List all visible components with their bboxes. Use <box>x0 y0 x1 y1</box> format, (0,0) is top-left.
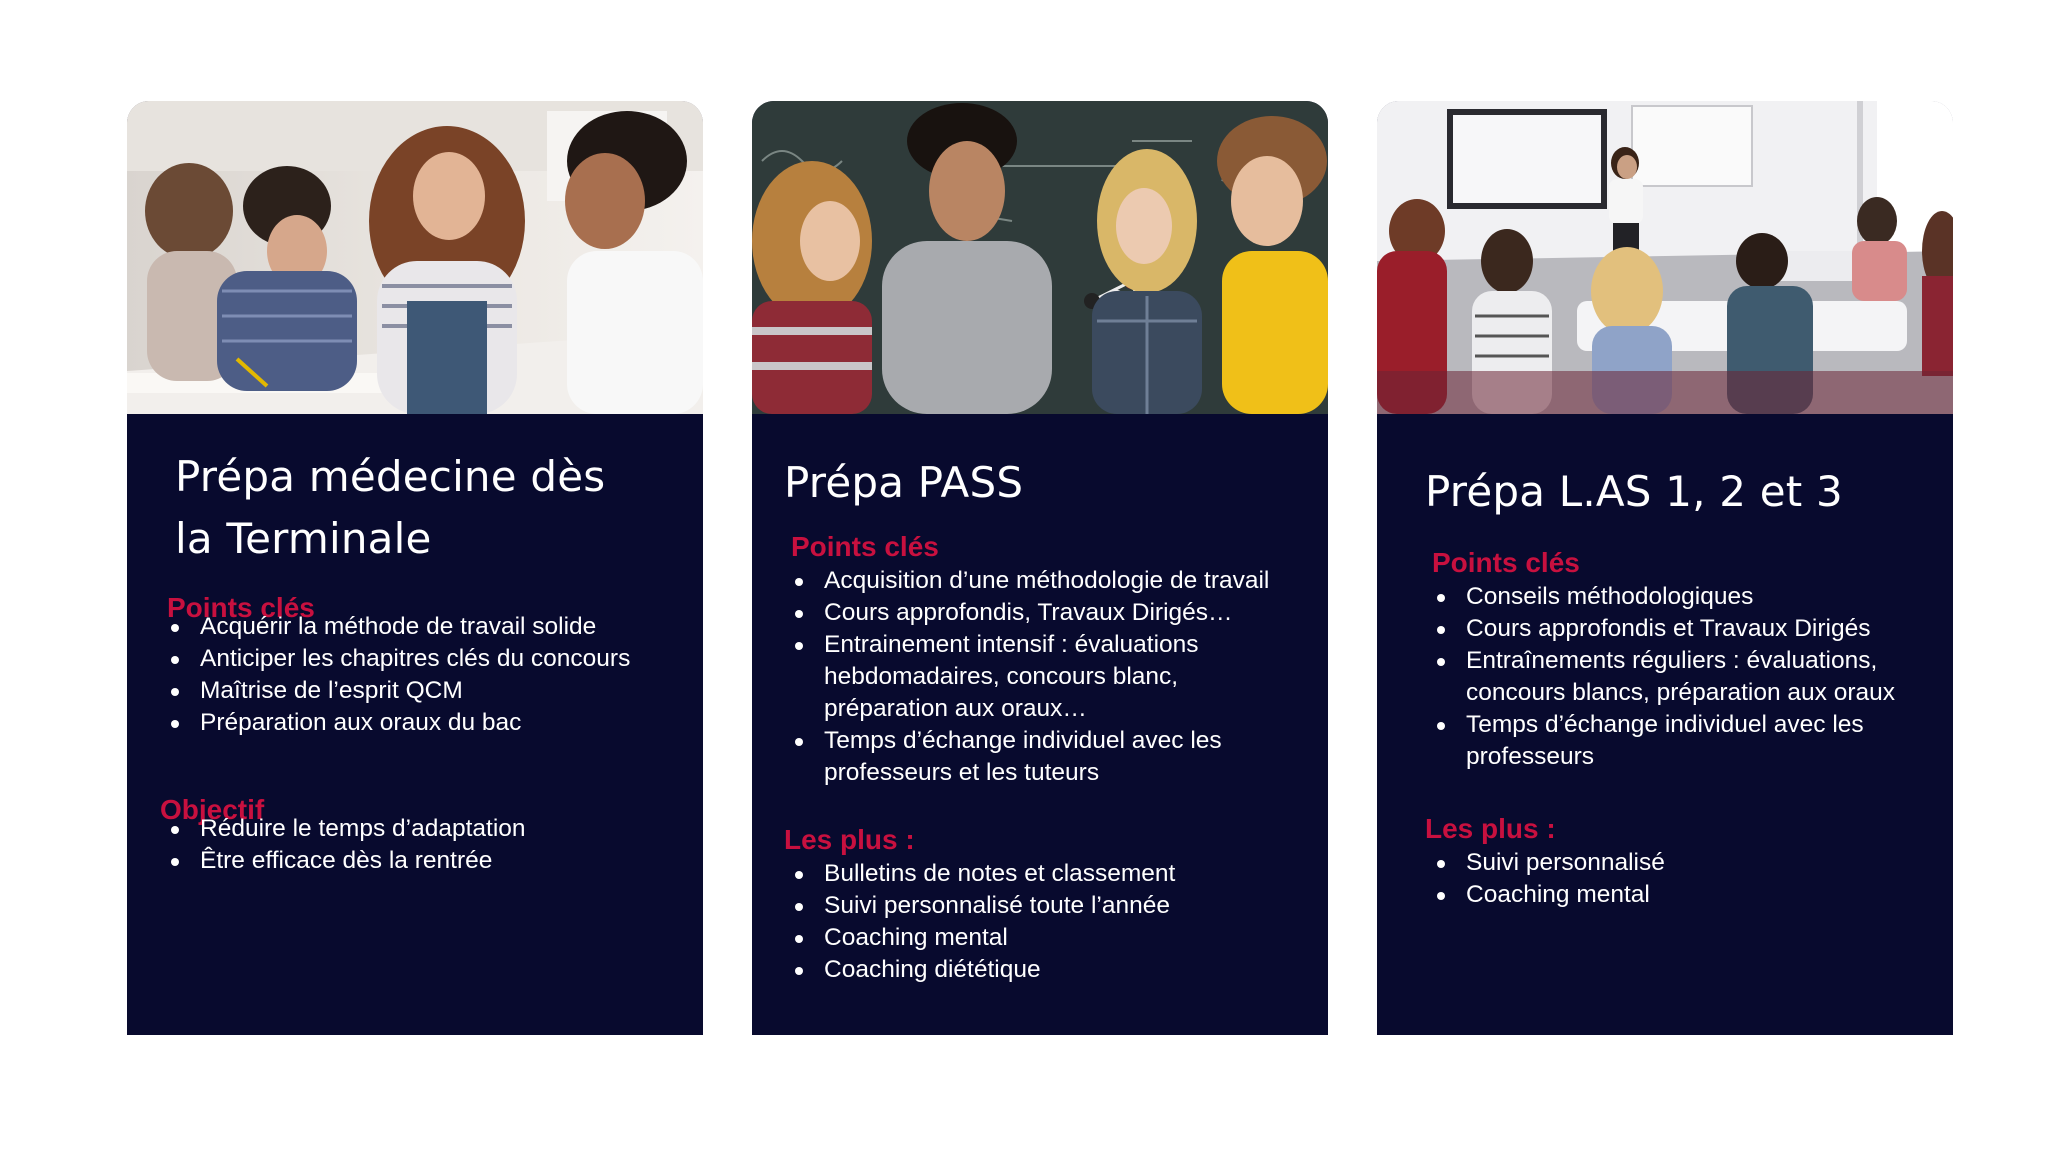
students-writing-in-class-photo <box>127 101 703 414</box>
les-plus-heading: Les plus : <box>1425 813 1556 844</box>
list-item: Acquérir la méthode de travail solide <box>168 611 630 643</box>
list-item: Suivi personnalisé <box>1434 847 1665 879</box>
les-plus-list <box>792 858 1175 986</box>
points-cles-list <box>1434 581 1895 773</box>
points-cles-heading: Points clés <box>167 592 315 623</box>
points-cles-heading: Points clés <box>791 531 939 562</box>
points-cles-heading: Points clés <box>1432 547 1580 578</box>
card-title: Prépa PASS <box>784 458 1024 507</box>
objectif-heading: Objectif <box>160 794 265 825</box>
list-item: Anticiper les chapitres clés du concours <box>168 643 630 675</box>
list-item: Cours approfondis, Travaux Dirigés… <box>792 597 1269 629</box>
list-item: Acquisition d’une méthodologie de travail <box>792 565 1269 597</box>
list-item: Maîtrise de l’esprit QCM <box>168 675 630 707</box>
list-item: Suivi personnalisé toute l’année <box>792 890 1175 922</box>
list-item: Cours approfondis et Travaux Dirigés <box>1434 613 1895 645</box>
les-plus-heading: Les plus : <box>784 824 915 855</box>
points-cles-list <box>168 611 630 739</box>
teacher-presenting-to-class-photo <box>1377 101 1953 414</box>
list-item: Coaching diététique <box>792 954 1175 986</box>
card-title-line-2: la Terminale <box>175 514 432 563</box>
list-item: Bulletins de notes et classement <box>792 858 1175 890</box>
prepa-pass-card[interactable] <box>752 101 1328 1035</box>
les-plus-list <box>1434 847 1665 911</box>
card-title: Prépa L.AS 1, 2 et 3 <box>1425 467 1843 516</box>
list-item: Conseils méthodologiques <box>1434 581 1895 613</box>
list-item: Coaching mental <box>792 922 1175 954</box>
card-title-line-1: Prépa médecine dès <box>175 452 606 501</box>
objectif-list <box>168 813 526 877</box>
list-item: Temps d’échange individuel avec les professeurs <box>1434 709 1895 773</box>
list-item: Entrainement intensif : évaluations hebdomadaires, concours blanc, préparation aux oraux… <box>792 629 1269 725</box>
list-item: Préparation aux oraux du bac <box>168 707 630 739</box>
list-item: Coaching mental <box>1434 879 1665 911</box>
prepa-las-card[interactable] <box>1377 101 1953 1035</box>
list-item: Temps d’échange individuel avec les professeurs et les tuteurs <box>792 725 1269 789</box>
list-item: Réduire le temps d’adaptation <box>168 813 526 845</box>
students-with-molecule-model-photo <box>752 101 1328 414</box>
card-title <box>175 446 605 570</box>
points-cles-list <box>792 565 1269 789</box>
prepa-medecine-terminale-card[interactable] <box>127 101 703 1035</box>
list-item: Entraînements réguliers : évaluations, concours blancs, préparation aux oraux <box>1434 645 1895 709</box>
list-item: Être efficace dès la rentrée <box>168 845 526 877</box>
